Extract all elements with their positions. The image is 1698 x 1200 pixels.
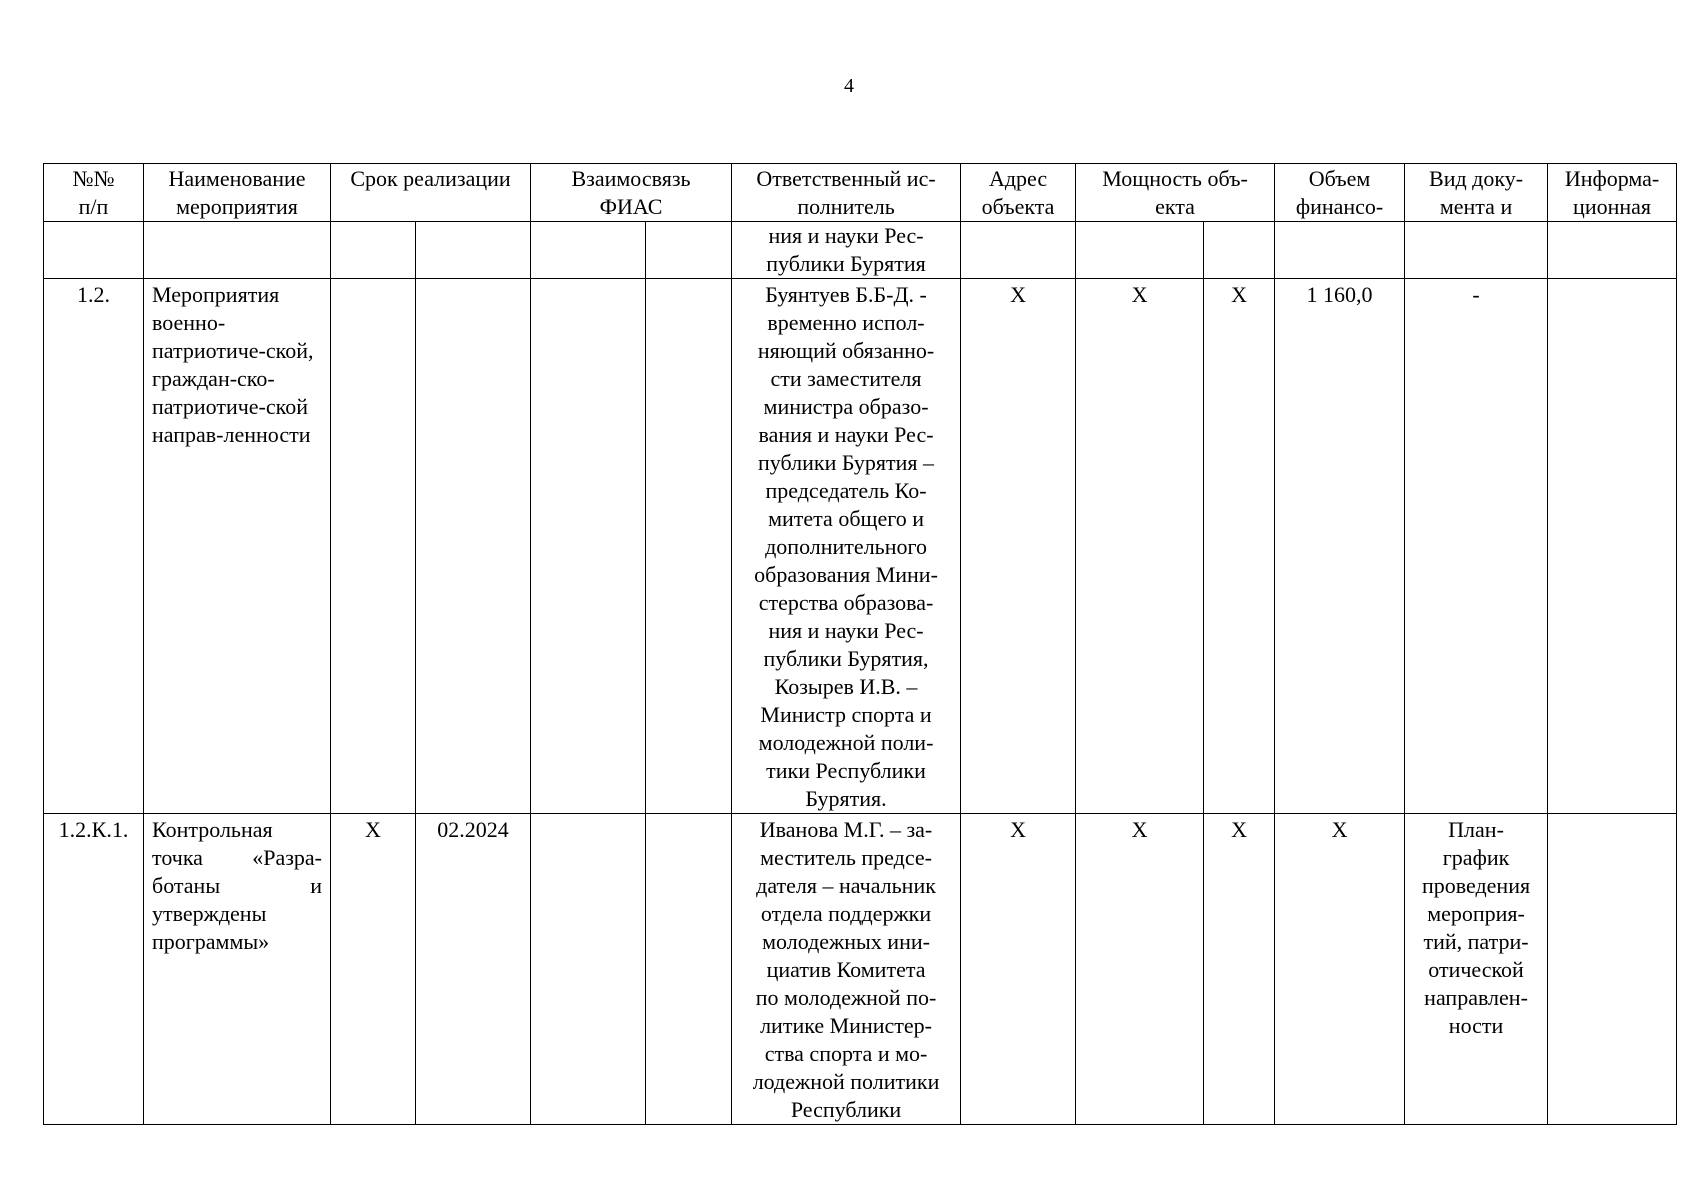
cell-num: 1.2.	[44, 279, 144, 814]
cell-term-start	[331, 279, 416, 814]
cell-name: Мероприятия военно-патриотиче-ской, граждан-ско-патриотиче-ской направ-ленности	[144, 279, 331, 814]
page-number: 4	[844, 75, 854, 97]
cell-capacity-1	[1076, 222, 1204, 279]
cell-term-start	[331, 222, 416, 279]
cell-num	[44, 222, 144, 279]
table-header-row	[44, 164, 1677, 222]
cell-responsible: Иванова М.Г. – за- меститель предсе- дателя – начальник отдела поддержки молодежных ини- циатив Комитета по молодежной по- литике Министер- ства спорта и мо- лодежной политики Республики	[732, 814, 961, 1125]
cell-responsible: ния и науки Рес- публики Бурятия	[732, 222, 961, 279]
header-capacity: Мощность объ- екта	[1076, 164, 1275, 222]
cell-volume: 1 160,0	[1275, 279, 1405, 814]
cell-term-start: X	[331, 814, 416, 1125]
header-num: №№ п/п	[44, 164, 144, 222]
events-table	[43, 163, 1677, 1125]
header-doc: Вид доку- мента и	[1405, 164, 1548, 222]
cell-term-end: 02.2024	[416, 814, 531, 1125]
table-row	[44, 279, 1677, 814]
cell-fias-1	[531, 814, 646, 1125]
cell-capacity-2: X	[1204, 279, 1275, 814]
cell-num: 1.2.К.1.	[44, 814, 144, 1125]
header-address: Адрес объекта	[961, 164, 1076, 222]
cell-address: X	[961, 814, 1076, 1125]
header-responsible: Ответственный ис- полнитель	[732, 164, 961, 222]
header-name: Наименование мероприятия	[144, 164, 331, 222]
header-fias: Взаимосвязь ФИАС	[531, 164, 732, 222]
cell-info	[1548, 814, 1677, 1125]
cell-volume: X	[1275, 814, 1405, 1125]
cell-address	[961, 222, 1076, 279]
cell-fias-2	[646, 279, 732, 814]
cell-volume	[1275, 222, 1405, 279]
cell-capacity-1: X	[1076, 279, 1204, 814]
cell-address: X	[961, 279, 1076, 814]
cell-name: Контрольная точка «Разра-ботаны и утверждены программы»	[144, 814, 331, 1125]
cell-doc	[1405, 222, 1548, 279]
header-volume: Объем финансо-	[1275, 164, 1405, 222]
cell-info	[1548, 279, 1677, 814]
cell-fias-2	[646, 222, 732, 279]
cell-responsible: Буянтуев Б.Б-Д. - временно испол- няющий обязанно- сти заместителя министра образо- вания и науки Рес- публики Бурятия – председатель Ко- митета общего и дополнительного образования Мини- стерства образова- ния и науки Рес- публики Бурятия, Козырев И.В. – Министр спорта и молодежной поли- тики Республики Бурятия.	[732, 279, 961, 814]
cell-fias-1	[531, 279, 646, 814]
cell-doc: План- график проведения мероприя- тий, патри- отической направлен- ности	[1405, 814, 1548, 1125]
cell-doc: -	[1405, 279, 1548, 814]
cell-term-end	[416, 222, 531, 279]
header-info: Информа- ционная	[1548, 164, 1677, 222]
cell-name	[144, 222, 331, 279]
table-row	[44, 222, 1677, 279]
cell-fias-2	[646, 814, 732, 1125]
cell-info	[1548, 222, 1677, 279]
cell-capacity-1: X	[1076, 814, 1204, 1125]
cell-capacity-2: X	[1204, 814, 1275, 1125]
cell-fias-1	[531, 222, 646, 279]
table-row	[44, 814, 1677, 1125]
header-term: Срок реализации	[331, 164, 531, 222]
cell-capacity-2	[1204, 222, 1275, 279]
cell-term-end	[416, 279, 531, 814]
